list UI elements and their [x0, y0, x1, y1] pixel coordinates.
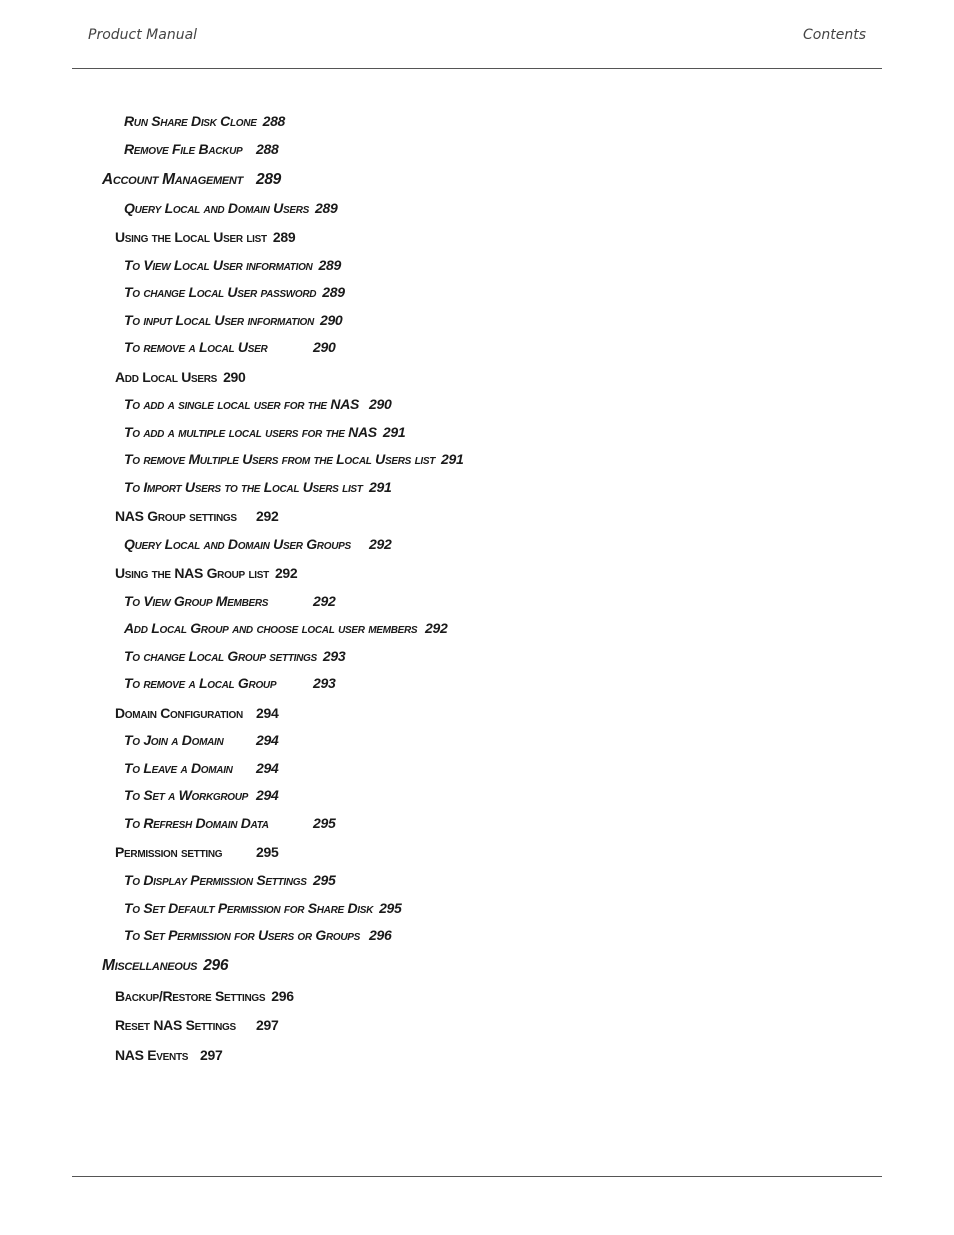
toc-entry[interactable] [124, 760, 278, 776]
toc-entry-label: To Join a Domain [124, 732, 224, 748]
toc-entry-page-number: 290 [369, 396, 392, 412]
toc-entry[interactable] [124, 451, 464, 467]
toc-entry-label: To Leave a Domain [124, 760, 233, 776]
toc-entry[interactable] [124, 200, 337, 216]
header-rule [72, 68, 882, 69]
toc-entry-page-number: 291 [382, 424, 406, 440]
toc-entry[interactable] [115, 844, 278, 860]
toc-entry-page-number: 292 [369, 536, 392, 552]
toc-entry-label: Using the NAS Group list [115, 565, 269, 581]
toc-entry-page-number: 294 [256, 705, 279, 721]
toc-entry[interactable] [115, 988, 294, 1004]
toc-entry-label: Query Local and Domain User Groups [124, 536, 351, 552]
toc-entry-page-number: 289 [272, 229, 296, 245]
toc-entry[interactable] [115, 1017, 278, 1033]
toc-entry[interactable] [124, 787, 278, 803]
toc-entry-label: Run Share Disk Clone [124, 113, 257, 129]
toc-entry-page-number: 290 [223, 369, 246, 385]
toc-entry-label: To Set a Workgroup [124, 787, 249, 803]
toc-entry[interactable] [115, 705, 278, 721]
toc-entry-label: Backup/Restore Settings [115, 988, 266, 1004]
toc-entry-page-number: 289 [314, 200, 338, 216]
toc-entry-page-number: 292 [274, 565, 298, 581]
toc-entry-label: To change Local User password [124, 284, 317, 300]
toc-entry-label: Miscellaneous [102, 957, 198, 974]
toc-entry-label: Query Local and Domain Users [124, 200, 309, 216]
toc-entry-page-number: 297 [256, 1017, 279, 1033]
toc-entry-label: To Set Default Permission for Share Disk [124, 900, 374, 916]
toc-entry-page-number: 295 [379, 900, 402, 916]
toc-entry[interactable] [124, 113, 285, 129]
toc-entry-label: Add Local Users [115, 369, 218, 385]
toc-entry[interactable] [102, 957, 228, 975]
toc-entry[interactable] [115, 229, 295, 245]
toc-entry-label: To change Local Group settings [124, 648, 317, 664]
toc-entry-page-number: 292 [425, 620, 448, 636]
toc-entry[interactable] [124, 593, 335, 609]
toc-entry[interactable] [124, 312, 342, 328]
toc-entry[interactable] [124, 396, 391, 412]
toc-entry-page-number: 293 [322, 648, 346, 664]
toc-entry-label: To View Local User information [124, 257, 313, 273]
toc-entry[interactable] [124, 732, 278, 748]
toc-entry[interactable] [115, 565, 297, 581]
toc-entry[interactable] [124, 536, 391, 552]
toc-entry-page-number: 291 [441, 451, 464, 467]
toc-entry[interactable] [124, 815, 335, 831]
toc-entry-label: To remove a Local Group [124, 675, 277, 691]
toc-entry[interactable] [124, 339, 335, 355]
toc-entry-page-number: 296 [271, 988, 294, 1004]
toc-entry[interactable] [124, 620, 447, 636]
toc-entry-page-number: 292 [256, 508, 279, 524]
toc-entry-label: To input Local User information [124, 312, 314, 328]
toc-entry[interactable] [115, 508, 278, 524]
toc-entry-page-number: 297 [200, 1047, 223, 1063]
toc-entry[interactable] [124, 479, 391, 495]
toc-entry-page-number: 288 [256, 141, 279, 157]
toc-entry-label: To remove Multiple Users from the Local Users list [124, 451, 436, 467]
toc-entry-label: Remove File Backup [124, 141, 243, 157]
toc-entry-page-number: 290 [313, 339, 336, 355]
toc-entry-page-number: 294 [256, 732, 279, 748]
toc-entry[interactable] [115, 1047, 222, 1063]
toc-entry-label: To remove a Local User [124, 339, 268, 355]
toc-entry-page-number: 292 [313, 593, 336, 609]
toc-entry-page-number: 296 [369, 927, 392, 943]
toc-entry-page-number: 294 [256, 787, 279, 803]
toc-entry-label: Domain Configuration [115, 705, 243, 721]
toc-entry-page-number: 293 [313, 675, 336, 691]
toc-entry-label: To Set Permission for Users or Groups [124, 927, 361, 943]
toc-entry[interactable] [124, 284, 345, 300]
toc-entry-page-number: 295 [313, 872, 336, 888]
toc-entry-page-number: 289 [256, 171, 281, 188]
toc-entry-page-number: 295 [256, 844, 279, 860]
toc-entry[interactable] [102, 171, 281, 189]
toc-entry-label: NAS Events [115, 1047, 189, 1063]
toc-entry[interactable] [124, 141, 278, 157]
toc-entry-label: Permission setting [115, 844, 223, 860]
toc-entry-label: Using the Local User list [115, 229, 267, 245]
toc-entry-label: To View Group Members [124, 593, 269, 609]
toc-entry-page-number: 291 [369, 479, 392, 495]
toc-entry-page-number: 289 [318, 257, 341, 273]
toc-entry-label: NAS Group settings [115, 508, 237, 524]
running-header-section: Contents [803, 27, 866, 43]
toc-entry[interactable] [115, 369, 246, 385]
toc-entry-label: To add a multiple local users for the NAS [124, 424, 377, 440]
footer-rule [72, 1176, 882, 1177]
toc-entry-label: To add a single local user for the NAS [124, 396, 360, 412]
toc-entry-page-number: 296 [203, 957, 229, 974]
toc-entry-label: To Refresh Domain Data [124, 815, 269, 831]
toc-entry-label: To Import Users to the Local Users list [124, 479, 363, 495]
toc-entry-label: Account Management [102, 171, 243, 188]
toc-entry-page-number: 294 [256, 760, 279, 776]
toc-entry-page-number: 290 [319, 312, 343, 328]
toc-entry-label: To Display Permission Settings [124, 872, 307, 888]
toc-entry[interactable] [124, 257, 341, 273]
toc-entry[interactable] [124, 424, 405, 440]
running-header-title: Product Manual [88, 27, 198, 43]
toc-entry-label: Reset NAS Settings [115, 1017, 236, 1033]
toc-entry-page-number: 289 [322, 284, 345, 300]
toc-entry[interactable] [124, 648, 345, 664]
toc-entry-page-number: 295 [313, 815, 336, 831]
toc-entry[interactable] [124, 927, 391, 943]
toc-entry-label: Add Local Group and choose local user members [124, 620, 418, 636]
toc-entry[interactable] [124, 872, 335, 888]
toc-entry[interactable] [124, 675, 335, 691]
toc-entry[interactable] [124, 900, 402, 916]
toc-entry-page-number: 288 [262, 113, 286, 129]
